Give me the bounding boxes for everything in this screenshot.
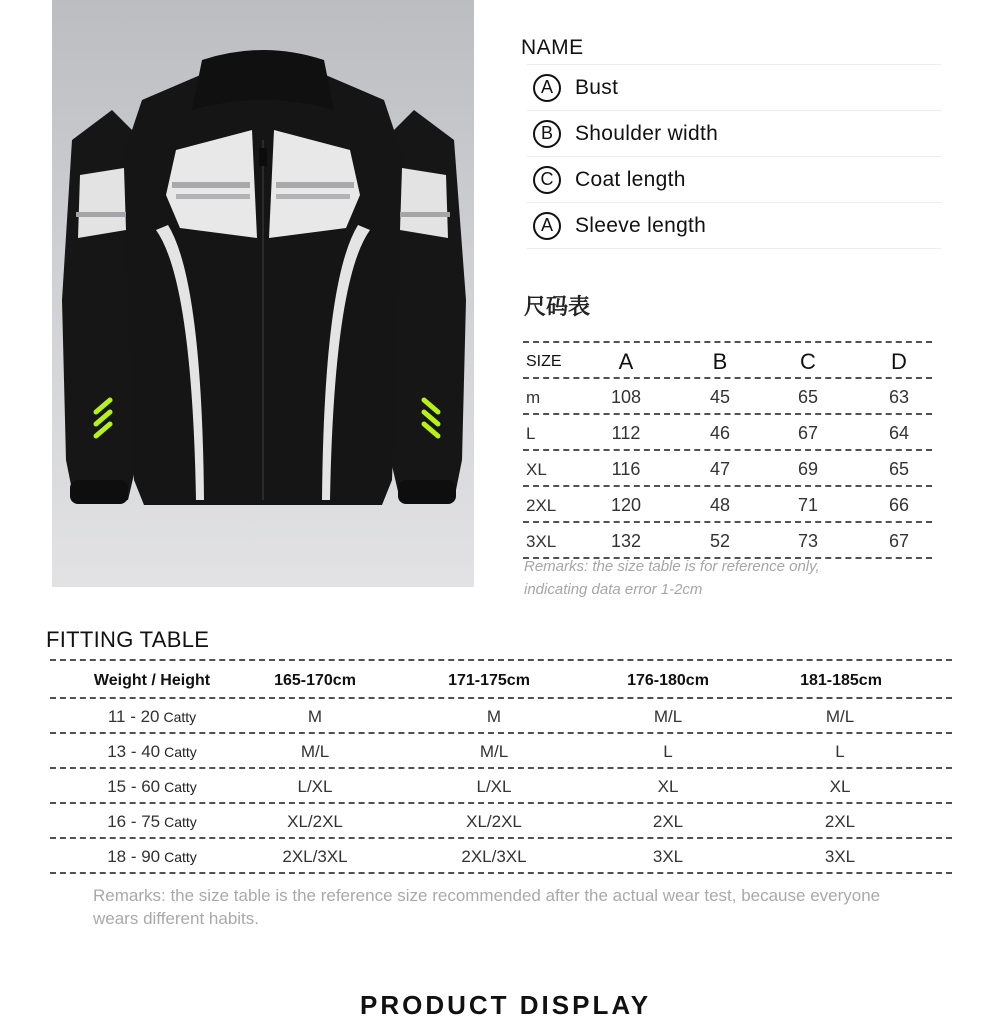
fitting-table (50, 659, 952, 877)
weight-range (107, 742, 197, 762)
header-a: A (618, 348, 634, 374)
size-label: m (526, 387, 541, 407)
table-row (523, 418, 932, 449)
cell: 45 (709, 387, 731, 407)
weight-value: 11 - 20 (107, 707, 160, 726)
cell: 52 (709, 531, 731, 551)
weight-range (107, 812, 197, 832)
legend-item-shoulder-width (527, 110, 941, 156)
name-legend-title: NAME (521, 36, 584, 59)
header-size: SIZE (526, 352, 562, 370)
legend-label: Bust (575, 75, 619, 99)
weight-unit: Catty (164, 849, 197, 865)
jacket-illustration (52, 0, 474, 587)
product-display-heading: PRODUCT DISPLAY (360, 990, 652, 1020)
weight-unit: Catty (163, 709, 197, 725)
cell: 67 (888, 531, 910, 551)
table-row (523, 526, 932, 557)
circled-a-icon: A (533, 212, 561, 240)
size-table (523, 341, 932, 562)
cell: 2XL (652, 812, 684, 831)
cell: L (663, 742, 673, 761)
name-legend-list (527, 64, 941, 249)
cell: 108 (610, 387, 642, 407)
circled-a-icon: A (533, 74, 561, 102)
table-row (50, 702, 952, 732)
size-label: 2XL (526, 495, 557, 515)
table-row (523, 490, 932, 521)
cell: M (486, 707, 502, 726)
size-table-remark (524, 555, 820, 601)
cell: 73 (797, 531, 819, 551)
cell: L/XL (476, 777, 512, 796)
circled-c-icon: C (533, 166, 561, 194)
size-table-header (523, 346, 932, 377)
cell: 3XL (652, 847, 684, 866)
cell: M/L (479, 742, 509, 761)
cell: 67 (797, 423, 819, 443)
cell: 2XL (824, 812, 856, 831)
header-d: D (891, 348, 907, 374)
legend-item-sleeve-length (527, 202, 941, 249)
legend-label: Coat length (575, 167, 686, 191)
cell: 48 (709, 495, 731, 515)
header-height-2: 171-175cm (448, 671, 530, 689)
header-b: B (712, 348, 728, 374)
weight-value: 15 - 60 (107, 777, 161, 796)
cell: 47 (709, 459, 731, 479)
cell: 132 (610, 531, 642, 551)
cell: XL (657, 777, 679, 796)
cell: 64 (888, 423, 910, 443)
header-height-3: 176-180cm (627, 671, 709, 689)
header-weight-height: Weight / Height (93, 671, 211, 689)
legend-item-coat-length (527, 156, 941, 202)
table-row (50, 807, 952, 837)
cell: 71 (797, 495, 819, 515)
cell: 120 (610, 495, 642, 515)
divider (50, 872, 952, 877)
cell: L (835, 742, 845, 761)
fitting-table-title: FITTING TABLE (46, 627, 210, 652)
weight-range (107, 847, 197, 867)
size-label: XL (526, 459, 547, 479)
weight-value: 13 - 40 (107, 742, 161, 761)
legend-label: Shoulder width (575, 121, 719, 145)
weight-unit: Catty (164, 779, 197, 795)
weight-unit: Catty (164, 744, 197, 760)
header-c: C (800, 348, 816, 374)
size-label: 3XL (526, 531, 557, 551)
cell: 2XL/3XL (282, 847, 348, 866)
cell: 3XL (824, 847, 856, 866)
fitting-table-remark: Remarks: the size table is the reference size recommended after the actual wear test, because everyone wears different habits. (93, 886, 881, 928)
header-height-1: 165-170cm (274, 671, 356, 689)
cell: L/XL (297, 777, 333, 796)
size-table-title: 尺码表 (524, 295, 591, 320)
cell: M/L (300, 742, 330, 761)
table-row (50, 842, 952, 872)
weight-unit: Catty (164, 814, 197, 830)
table-row (50, 737, 952, 767)
legend-item-bust (527, 64, 941, 110)
table-row (50, 772, 952, 802)
weight-range (107, 777, 197, 797)
remark-line: indicating data error 1-2cm (524, 581, 703, 598)
cell: XL/2XL (466, 812, 522, 831)
cell: 69 (797, 459, 819, 479)
table-row (523, 454, 932, 485)
cell: 63 (888, 387, 910, 407)
cell: 65 (797, 387, 819, 407)
cell: 65 (888, 459, 910, 479)
product-photo (52, 0, 474, 587)
weight-value: 18 - 90 (107, 847, 161, 866)
cell: M/L (825, 707, 855, 726)
table-row (523, 382, 932, 413)
cell: 112 (611, 423, 641, 443)
cell: 66 (888, 495, 910, 515)
cell: M (307, 707, 323, 726)
cell: 46 (709, 423, 731, 443)
cell: 2XL/3XL (461, 847, 527, 866)
header-height-4: 181-185cm (800, 671, 882, 689)
circled-b-icon: B (533, 120, 561, 148)
remark-line: Remarks: the size table is for reference only, (524, 558, 820, 575)
cell: M/L (653, 707, 683, 726)
cell: 116 (611, 459, 641, 479)
cell: XL/2XL (287, 812, 343, 831)
cell: XL (829, 777, 851, 796)
weight-value: 16 - 75 (107, 812, 161, 831)
weight-range (108, 707, 196, 727)
size-label: L (526, 423, 536, 443)
legend-label: Sleeve length (575, 213, 707, 237)
fitting-table-header (50, 664, 952, 697)
